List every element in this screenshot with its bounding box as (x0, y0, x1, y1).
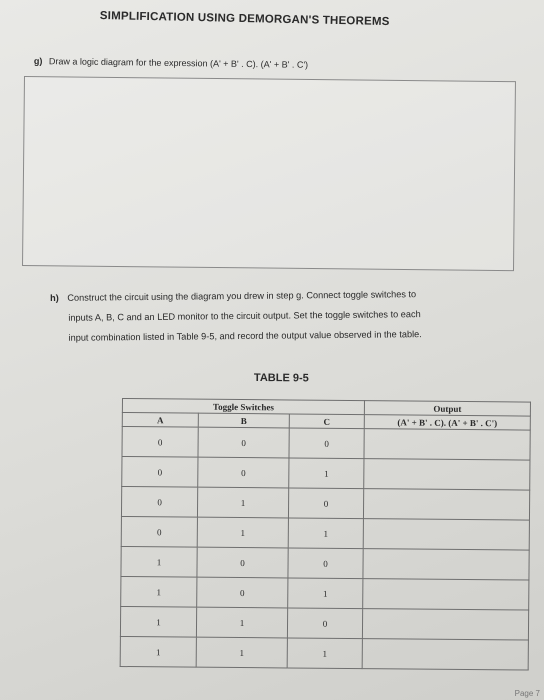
table-row (122, 427, 530, 461)
table-row (120, 606, 528, 640)
cell-c: 1 (288, 578, 363, 609)
step-h-label: h) (50, 292, 59, 303)
table-row (121, 546, 529, 580)
page-number: Page 7 (514, 689, 540, 698)
cell-b: 0 (198, 427, 289, 458)
cell-a: 0 (121, 487, 197, 518)
toggle-switches-header: Toggle Switches (122, 399, 364, 415)
output-cell[interactable] (362, 639, 528, 670)
output-cell[interactable] (363, 549, 529, 580)
cell-b: 1 (196, 637, 287, 668)
cell-b: 1 (197, 517, 288, 548)
step-h-line-3: input combination listed in Table 9-5, and record the output value observed in the table. (68, 329, 422, 343)
cell-c: 0 (287, 608, 362, 639)
output-cell[interactable] (364, 459, 530, 490)
output-header: Output (364, 401, 530, 416)
output-cell[interactable] (363, 519, 529, 550)
output-cell[interactable] (364, 429, 530, 460)
cell-c: 1 (287, 638, 362, 669)
cell-a: 1 (120, 636, 196, 667)
column-c-header: C (289, 414, 364, 429)
output-cell[interactable] (363, 489, 529, 520)
cell-b: 1 (197, 487, 288, 518)
cell-c: 0 (289, 428, 364, 459)
cell-a: 0 (122, 427, 198, 458)
step-g-instruction (34, 56, 308, 70)
cell-c: 0 (288, 488, 363, 519)
truth-table (120, 398, 531, 671)
cell-c: 1 (289, 458, 364, 489)
output-expression-header: (A' + B' . C). (A' + B' . C') (364, 415, 530, 430)
cell-a: 0 (122, 457, 198, 488)
cell-c: 1 (288, 518, 363, 549)
step-h-instruction (50, 283, 521, 348)
output-cell[interactable] (362, 609, 528, 640)
cell-b: 1 (196, 607, 287, 638)
table-row (121, 487, 529, 521)
cell-b: 0 (198, 457, 289, 488)
page-title: SIMPLIFICATION USING DEMORGAN'S THEOREMS (99, 10, 390, 29)
cell-b: 0 (197, 577, 288, 608)
logic-diagram-drawing-area[interactable] (22, 76, 516, 271)
table-row (121, 516, 529, 550)
cell-a: 0 (121, 516, 197, 547)
column-a-header: A (122, 413, 198, 428)
table-title: TABLE 9-5 (253, 372, 309, 385)
cell-b: 0 (197, 547, 288, 578)
step-g-text: Draw a logic diagram for the expression (A' + B' . C). (A' + B' . C') (48, 56, 309, 70)
step-h-line-1: Construct the circuit using the diagram you drew in step g. Connect toggle switches to (67, 289, 417, 303)
cell-c: 0 (288, 548, 363, 579)
table-row (120, 636, 528, 670)
table-row (121, 576, 529, 610)
step-h-line-2: inputs A, B, C and an LED monitor to the circuit output. Set the toggle switches to each (68, 309, 421, 323)
column-b-header: B (198, 413, 289, 428)
cell-a: 1 (120, 606, 196, 637)
cell-a: 1 (121, 576, 197, 607)
output-cell[interactable] (363, 579, 529, 610)
cell-a: 1 (121, 546, 197, 577)
step-g-label: g) (33, 56, 43, 67)
table-row (122, 457, 530, 491)
